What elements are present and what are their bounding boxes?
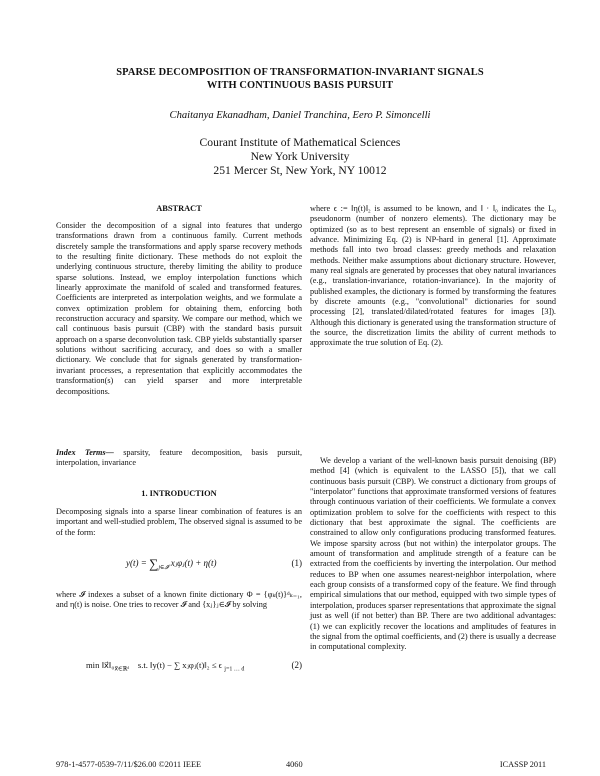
intro-paragraph-1: Decomposing signals into a sparse linear combination of features is an important and well-studied problem, The observed signal is assumed to be of the form: — [56, 507, 302, 537]
equation-2-min: min ‖x⃗‖₀ — [86, 660, 115, 670]
footer-conference: ICASSP 2011 — [499, 760, 546, 769]
equation-2-min-sub: x⃗∈ℝᵈ — [114, 666, 130, 673]
right-paragraph-1: where ϵ := ‖η(t)‖₂ is assumed to be known, and ‖ · ‖₀ indicates the L₀ pseudonorm (number of nonzero elements). The dictionary may be optimized (so as to best represent an ensemble of signals) or fixed in advance. Minimizing Eq. (2) is NP-hard in general [1]. Approximate methods fall into two broad classes: greedy methods and relaxation methods. Neither make assumptions about dictionary structure. However, many real signals are generated by processes that obey natural invariances (e.g., translation-invariance, rotation-invariance). In the majority of published examples, the dictionary is formed by transforming the features by discrete amounts (e.g., "convolutional" dictionaries for sound processing [2], translated/dilated/rotated features for images [3]). Although this dictionary is generated using the transformation structure of the source, the discretization limits the ability of current methods to approximate the true solution of Eq. (2). — [310, 204, 556, 348]
abstract-heading: ABSTRACT — [156, 204, 202, 213]
affiliation-line-1: Courant Institute of Mathematical Sciences — [199, 136, 401, 149]
paper-title — [60, 66, 540, 92]
equation-2 — [56, 654, 302, 680]
equation-2-range: j=1 … d — [224, 666, 245, 673]
abstract-text: Consider the decomposition of a signal into features that undergo transformations drawn from a continuous family. Current methods discretely sample the transformations and apply sparse recovery methods to the resulting finite dictionary. These methods do not exploit the underlying continuous structure, thereby limiting the ability to produce sparse solutions. Instead, we employ interpolation functions which linearly approximate the manifold of scaled and transformed features. Coefficients are interpreted as interpolation weights, and we formulate a convex optimization problem for obtaining them, enforcing both reconstruction accuracy and sparsity. We compare our method, which we call continuous basis pursuit (CBP) with the standard basis pursuit approach on a sparse deconvolution task. CBP yields substantially sparser solutions without sacrificing accuracy, and does so with a smaller dictionary. We conclude that for signals generated by transformation-invariant processes, a representation that explicitly accommodates the transformation(s) can yield sparser and more interpretable decompositions. — [56, 221, 302, 396]
equation-1 — [56, 552, 302, 578]
introduction-heading: 1. INTRODUCTION — [141, 489, 217, 498]
equation-1-number: (1) — [291, 558, 302, 568]
equation-1-rhs: xⱼφⱼ(t) + η(t) — [170, 558, 217, 568]
affiliation-line-2: New York University — [250, 150, 350, 163]
author-list: Chaitanya Ekanadham, Daniel Tranchina, Eero P. Simoncelli — [169, 110, 431, 121]
title-line-1: SPARSE DECOMPOSITION OF TRANSFORMATION-INVARIANT SIGNALS — [116, 67, 484, 78]
title-line-2: WITH CONTINUOUS BASIS PURSUIT — [206, 80, 394, 91]
equation-1-lhs: y(t) = — [126, 558, 147, 568]
index-terms-label: Index Terms— — [56, 448, 114, 457]
affiliation — [120, 136, 480, 178]
equation-2-number: (2) — [291, 660, 302, 670]
equation-2-constraint: s.t. ‖y(t) − ∑ xⱼφⱼ(t)‖₂ ≤ ϵ — [137, 660, 223, 670]
equation-1-sum-index: j∈𝓘 — [158, 564, 169, 571]
sum-symbol: ∑ — [149, 555, 159, 571]
equation-2-body — [86, 660, 244, 675]
index-terms-text: sparsity, feature decomposition, basis pursuit, interpolation, invariance — [56, 448, 302, 468]
footer-page-number: 4060 — [286, 760, 303, 769]
index-terms — [56, 448, 302, 469]
intro-paragraph-2: where 𝓘 indexes a subset of a known finite dictionary Φ = {φₖ(t)}ᵈₖ₌₁, and η(t) is noise. One tries to recover 𝓘 and {xⱼ}ⱼ∈𝓘 by solving — [56, 590, 302, 610]
footer-copyright: 978-1-4577-0539-7/11/$26.00 ©2011 IEEE — [56, 760, 202, 769]
equation-1-body — [126, 555, 217, 573]
affiliation-line-3: 251 Mercer St, New York, NY 10012 — [213, 164, 387, 177]
right-paragraph-2: We develop a variant of the well-known basis pursuit denoising (BP) method [4] (which is equivalent to the LASSO [5]), that we call continuous basis pursuit (CBP). We construct a dictionary from groups of "interpolator" functions that approximate transformed versions of features through continuous variation of their coefficients. We formulate a convex optimization problem to solve for the coefficients with respect to this dictionary that best approximate the signal. The coefficients are constrained to allow only configurations producing transformed features. We impose sparsity across (but not within) the interpolator groups. The amount of transformation and amplitude strength of a feature can be extracted from the coefficients by inverting the interpolation. Our method reduces to BP when one assumes nearest-neighbor interpolation, where each group consists of a transformed copy of the feature. We find through empirical simulations that our method, equipped with two simple types of interpolation, produces sparser representations that approximate the signal just as well (if not better) than BP. There are two additional advantages: (1) we can explicitly recover the locations and amplitudes of features in the signal from the optimal coefficients, and (2) there is usually a decrease in computational complexity. — [310, 456, 556, 652]
